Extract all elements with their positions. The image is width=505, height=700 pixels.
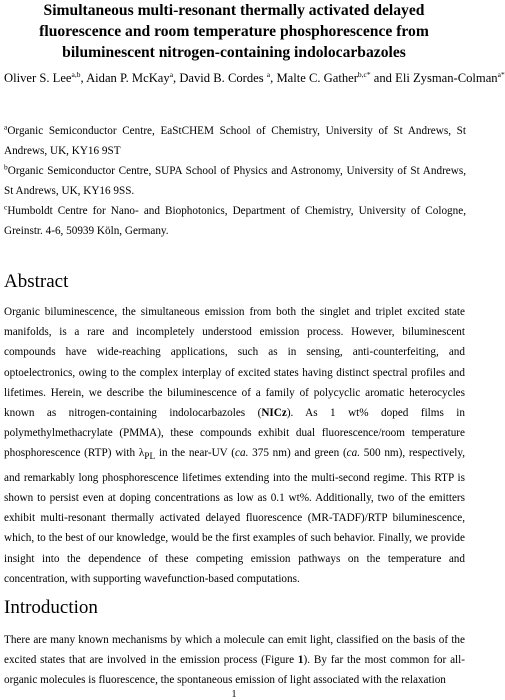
intro-text: ). By far the most common for all-organic molecules is fluorescence, the spontaneous emission of light associated with the relaxation xyxy=(4,654,465,687)
author-affiliation-mark: a xyxy=(266,69,271,79)
figure-reference: 1 xyxy=(297,654,304,667)
affiliation xyxy=(4,121,466,161)
author-affiliation-mark: a,b xyxy=(71,69,81,79)
affiliation xyxy=(4,201,466,241)
intro-text: There are many known mechanisms by which a molecule can emit light, classified on the basis of the excited states that are involved in the emission process (Figure xyxy=(4,634,465,667)
author-name: David B. Cordes xyxy=(179,71,264,85)
abstract-text: 375 nm) and green ( xyxy=(248,447,347,460)
affiliation xyxy=(4,161,466,201)
paper-title: Simultaneous multi-resonant thermally activated delayed fluorescence and room temperature phosphorescence from biluminescent nitrogen-containing indolocarbazoles xyxy=(39,2,429,61)
introduction-heading: Introduction xyxy=(4,597,98,618)
author-affiliation-mark: a xyxy=(169,69,174,79)
author-affiliation-mark: b,c* xyxy=(357,69,371,79)
affiliation-mark: a xyxy=(4,122,8,132)
affiliation-text: Humboldt Centre for Nano- and Biophotonics, Department of Chemistry, University of Cologne, Greinstr. 4-6, 50939 Köln, Germany. xyxy=(4,205,466,237)
abstract-text: 500 nm), respectively, and remarkably long phosphorescence lifetimes extending into the multi-second regime. This RTP is shown to persist even at doping concentrations as low as 0.1 wt%. Additionally, two of the emitters exhibit multi-resonant thermally activated delayed fluorescence (MR-TADF)/RTP biluminescence, which, to the best of our knowledge, would be the first examples of such behavior. Finally, we provide insight into the dependence of these competing emission pathways on the temperature and concentration, with supporting wavefunction-based computations. xyxy=(4,447,466,585)
abstract-text: ). As 1 wt% doped films in polymethylmethacrylate (PMMA), these compounds exhibit dual fluorescence/room temperature phosphorescence (RTP) with λ xyxy=(4,407,465,460)
subscript: PL xyxy=(144,452,156,463)
abstract-paragraph xyxy=(4,302,465,589)
affiliation-text: Organic Semiconductor Centre, EaStCHEM School of Chemistry, University of St Andrews, St Andrews, UK, KY16 9ST xyxy=(4,125,466,157)
author-affiliation-mark: a* xyxy=(497,69,505,79)
author-name: Oliver S. Lee xyxy=(4,71,72,85)
affiliation-mark: b xyxy=(4,162,8,172)
compound-abbreviation: NICz xyxy=(261,407,287,420)
abstract-heading: Abstract xyxy=(4,271,69,292)
italic-abbreviation: ca. xyxy=(235,447,249,460)
italic-abbreviation: ca. xyxy=(346,447,361,460)
author-name: Malte C. Gather xyxy=(276,71,358,85)
author-name: Aidan P. McKay xyxy=(86,71,170,85)
abstract-text: in the near-UV ( xyxy=(155,447,236,460)
introduction-paragraph xyxy=(4,630,465,691)
affiliation-mark: c xyxy=(4,202,8,212)
author-name: Eli Zysman-Colman xyxy=(395,71,498,85)
abstract-text: Organic biluminescence, the simultaneous emission from both the singlet and triplet excited state manifolds, is a rare and incompletely understood emission process. However, biluminescent compounds have wide-reaching applications, such as in sensing, anti-counterfeiting, and optoelectronics, owing to the complex interplay of excited states having distinct spectral profiles and lifetimes. Herein, we describe the biluminescence of a family of polycyclic aromatic heterocycles known as nitrogen-containing indolocarbazoles ( xyxy=(4,306,465,420)
page-number: 1 xyxy=(231,689,237,700)
author-list: Oliver S. Lee$^{a,b}$, Aidan P. McKay$^a$, David B. Cordes $^a$, Malte C. Gather$^{b,c*}$ and Eli Zysman-Colman$^{a*}$ xyxy=(4,69,505,85)
affiliation-text: Organic Semiconductor Centre, SUPA School of Physics and Astronomy, University of St Andrews, St Andrews, UK, KY16 9SS. xyxy=(4,165,466,197)
